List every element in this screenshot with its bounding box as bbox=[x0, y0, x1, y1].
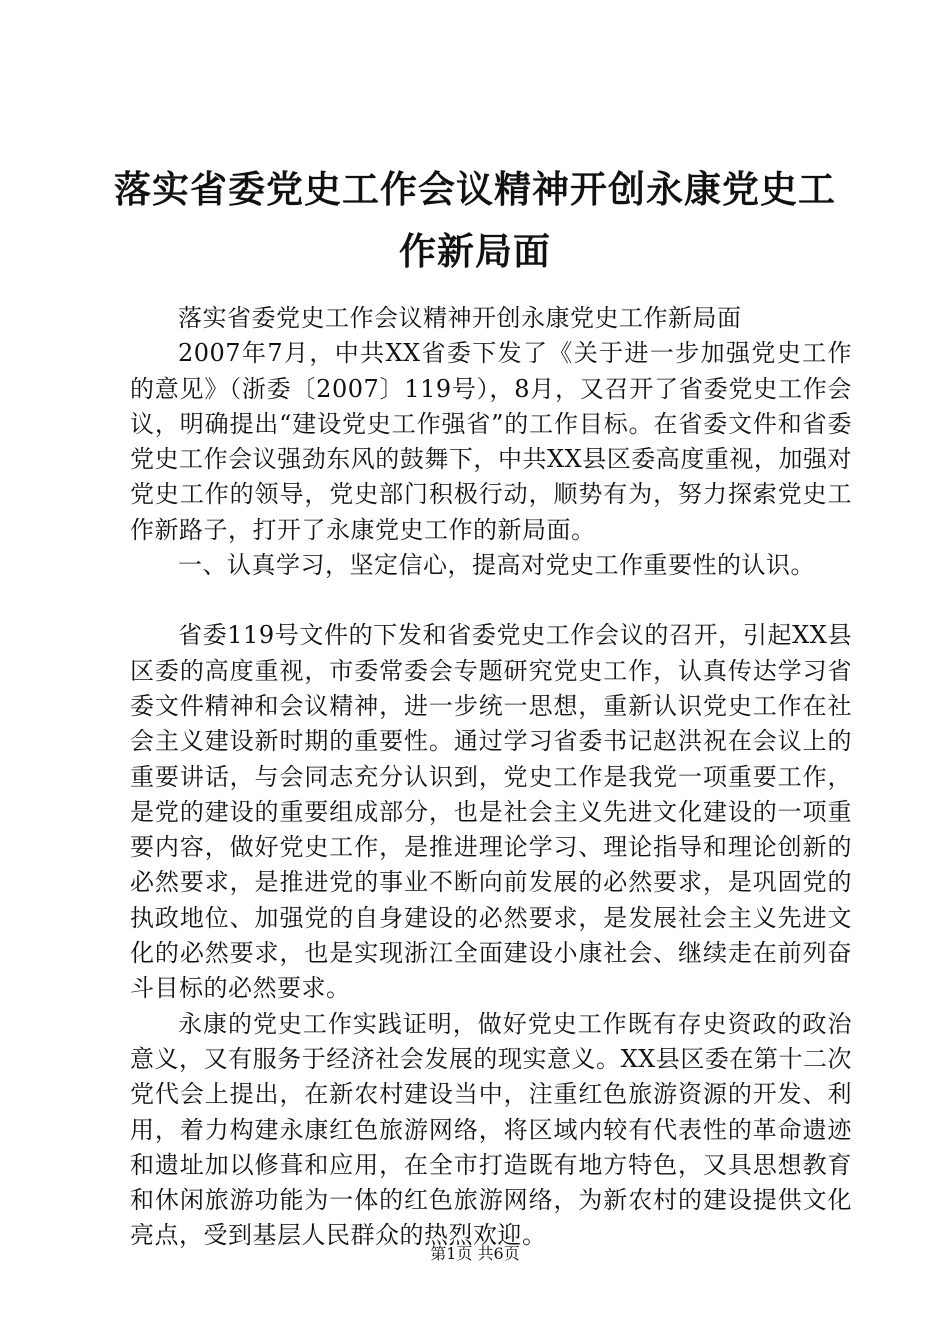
document-title: 落实省委党史工作会议精神开创永康党史工作新局面 bbox=[114, 167, 836, 273]
section-heading: 一、认真学习，坚定信心，提高对党史工作重要性的认识。 bbox=[178, 551, 815, 580]
body-paragraph: 2007年7月，中共XX省委下发了《关于进一步加强党史工作的意见》（浙委〔2007〕119号），8月，又召开了省委党史工作会议，明确提出“建设党史工作强省”的工作目标。在省委文件和省委党史工作会议强劲东风的鼓舞下，中共XX县区委高度重视，加强对党史工作的领导，党史部门积极行动，顺势有为，努力探索党史工作新路子，打开了永康党史工作的新局面。 bbox=[130, 339, 852, 544]
body-paragraph: 落实省委党史工作会议精神开创永康党史工作新局面 bbox=[178, 304, 742, 332]
body-paragraph: 省委119号文件的下发和省委党史工作会议的召开，引起XX县区委的高度重视，市委常委会专题研究党史工作，认真传达学习省委文件精神和会议精神，进一步统一思想，重新认识党史工作在社会主义建设新时期的重要性。通过学习省委书记赵洪祝在会议上的重要讲话，与会同志充分认识到，党史工作是我党一项重要工作，是党的建设的重要组成部分，也是社会主义先进文化建设的一项重要内容，做好党史工作，是推进理论学习、理论指导和理论创新的必然要求，是推进党的事业不断向前发展的必然要求，是巩固党的执政地位、加强党的自身建设的必然要求，是发展社会主义先进文化的必然要求，也是实现浙江全面建设小康社会、继续走在前列奋斗目标的必然要求。 bbox=[130, 621, 852, 1003]
document-body bbox=[130, 301, 852, 1254]
page-number-footer: 第1页 共6页 bbox=[430, 1244, 520, 1263]
body-paragraph: 永康的党史工作实践证明，做好党史工作既有存史资政的政治意义，又有服务于经济社会发展的现实意义。XX县区委在第十二次党代会上提出，在新农村建设当中，注重红色旅游资源的开发、利用，着力构建永康红色旅游网络，将区域内较有代表性的革命遗迹和遗址加以修葺和应用，在全市打造既有地方特色，又具思想教育和休闲旅游功能为一体的红色旅游网络，为新农村的建设提供文化亮点，受到基层人民群众的热烈欢迎。 bbox=[130, 1009, 852, 1250]
